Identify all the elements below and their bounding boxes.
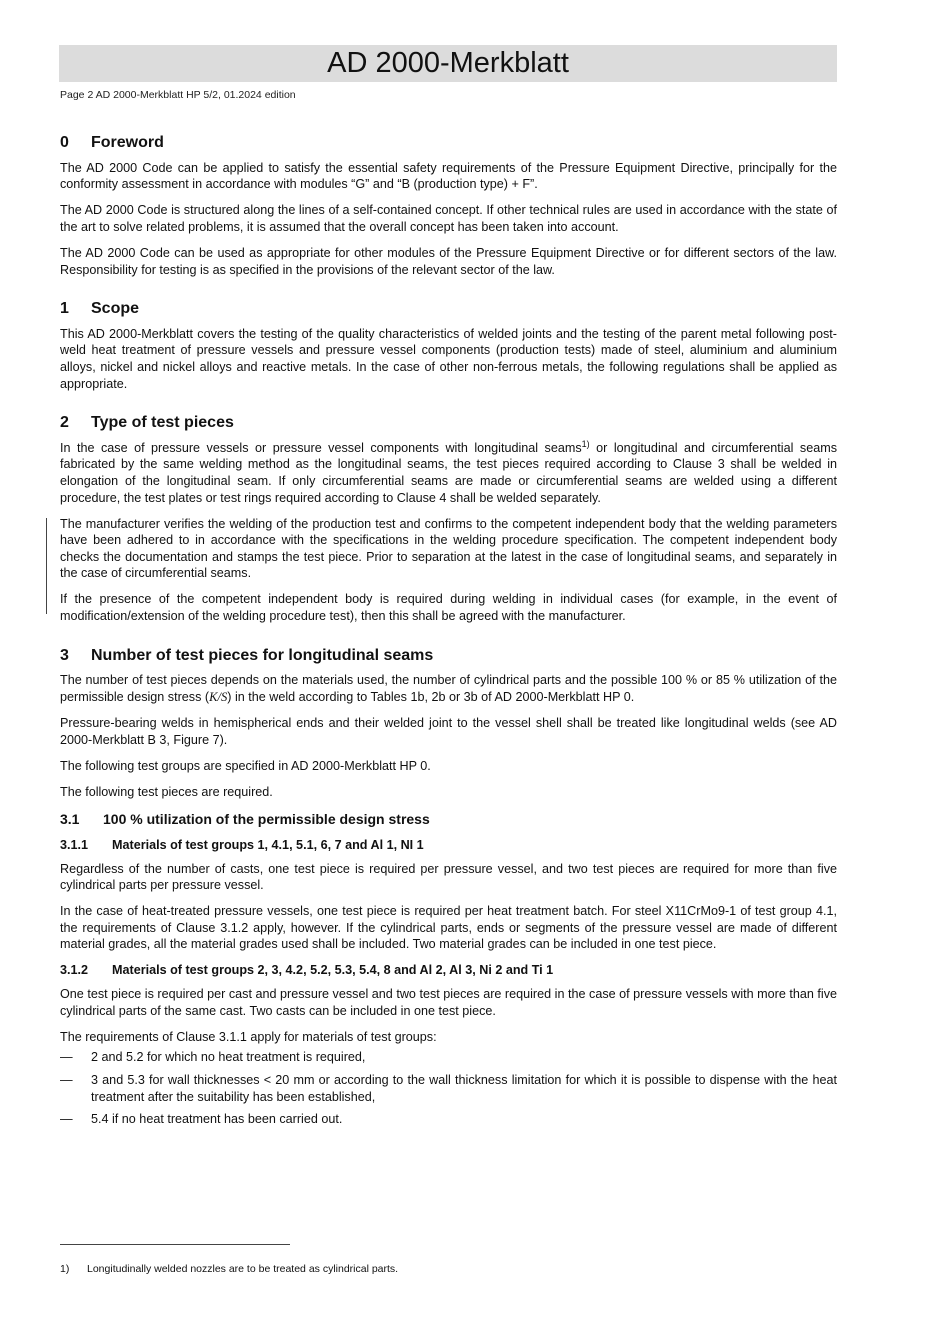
paragraph: In the case of heat-treated pressure vessels, one test piece is required per heat treatment batch. For steel X11CrMo9-1 of test group 4.1, the requirements of Clause 3.1.2 apply, however. If the cylindrical parts, ends or segments of the pressure vessel are made of different material grades, all the material grades used shall be included. Two material grades can be included in one test piece. <box>60 904 837 952</box>
list-item-text: 3 and 5.3 for wall thicknesses < 20 mm or according to the wall thickness limitation for which it is possible to dispense with the heat treatment after the suitability has been established, <box>91 1072 837 1104</box>
list-item <box>60 1111 837 1128</box>
paragraph: This AD 2000-Merkblatt covers the testing of the quality characteristics of welded joints and the testing of the parent metal following post-weld heat treatment of pressure vessels and pressure vessel components (production tests) made of steel, aluminium and aluminium alloys, nickel and nickel alloys and reactive metals. In the case of other non-ferrous metals, the following regulations shall be applied as appropriate. <box>60 326 837 391</box>
subsection-3-1-2-heading <box>60 962 837 979</box>
document-banner-title: AD 2000-Merkblatt <box>59 45 837 82</box>
paragraph: The AD 2000 Code is structured along the lines of a self-contained concept. If other technical rules are used in accordance with the state of the art to solve related problems, it is assumed that the overall concept has been taken into account. <box>60 203 837 234</box>
dash-bullet: — <box>60 1072 73 1087</box>
dash-bullet: — <box>60 1050 73 1065</box>
section-title: Scope <box>91 300 140 318</box>
footnote-number: 1) <box>60 1263 70 1275</box>
paragraph: Regardless of the number of casts, one test piece is required per pressure vessel, and two test pieces are required for more than five cylindrical parts per pressure vessel. <box>60 861 837 893</box>
section-number: 3.1 <box>60 811 80 828</box>
paragraph: The AD 2000 Code can be applied to satisfy the essential safety requirements of the Pressure Equipment Directive, principally for the conformity assessment in accordance with modules “G” and “B (production type) + F”. <box>60 160 837 192</box>
subsection-3-1-1-heading <box>60 837 837 854</box>
text-run: ) in the weld according to Tables 1b, 2b or 3b of AD 2000-Merkblatt HP 0. <box>227 689 635 704</box>
footnote-reference: 1) <box>581 438 590 449</box>
section-3-heading <box>60 648 837 665</box>
page-line: Page 2 AD 2000-Merkblatt HP 5/2, 01.2024 edition <box>60 89 296 101</box>
list-item <box>60 1049 837 1066</box>
paragraph: One test piece is required per cast and pressure vessel and two test pieces are required in the case of pressure vessels with more than five cylindrical parts of the same cast. Two casts can be included in one test piece. <box>60 987 837 1018</box>
text-run: or longitudinal and circumferential seams fabricated by the same welding method as the longitudinal seams, the test pieces required according to Clause 3 shall be welded in elongation of the longitudinal seam. If only circumferential seams are made or circumferential seams are welded using a different procedure, the test plates or test rings required according to Clause 4 shall be welded separately. <box>60 440 837 505</box>
section-number: 0 <box>60 134 69 151</box>
section-number: 3.1.1 <box>60 837 89 852</box>
section-1-heading <box>60 301 837 318</box>
text-run: The number of test pieces depends on the materials used, the number of cylindrical parts and the possible 100 % or 85 % utilization of the permissible design stress ( <box>60 673 837 704</box>
section-title: Number of test pieces for longitudinal seams <box>91 646 434 664</box>
paragraph: Pressure-bearing welds in hemispherical ends and their welded joint to the vessel shell shall be treated like longitudinal welds (see AD 2000-Merkblatt B 3, Figure 7). <box>60 715 837 747</box>
dash-bullet: — <box>60 1112 73 1127</box>
test-group-list <box>60 1049 837 1127</box>
formula-symbol: K/S <box>209 689 228 704</box>
section-title: 100 % utilization of the permissible design stress <box>103 811 430 828</box>
section-0-heading <box>60 135 837 152</box>
section-number: 1 <box>60 300 69 318</box>
footnote-divider <box>60 1244 290 1245</box>
section-title: Type of test pieces <box>91 414 234 432</box>
section-2-heading <box>60 415 837 432</box>
section-number: 2 <box>60 414 69 432</box>
list-item-text: 2 and 5.2 for which no heat treatment is required, <box>91 1050 366 1065</box>
paragraph <box>60 672 837 705</box>
list-item <box>60 1072 837 1105</box>
change-bar <box>46 518 47 614</box>
list-item-text: 5.4 if no heat treatment has been carried out. <box>91 1112 343 1127</box>
section-title: Materials of test groups 2, 3, 4.2, 5.2, 5.3, 5.4, 8 and Al 2, Al 3, Ni 2 and Ti 1 <box>112 963 554 978</box>
paragraph: The following test groups are specified in AD 2000-Merkblatt HP 0. <box>60 758 431 773</box>
section-number: 3.1.2 <box>60 963 89 978</box>
footnote <box>60 1263 398 1275</box>
paragraph: The manufacturer verifies the welding of the production test and confirms to the competent independent body that the welding parameters have been adhered to in accordance with the specifications in the welding procedure specification. The competent independent body checks the documentation and stamps the test piece. Prior to separation at the latest in the case of longitudinal seams, and separately in the case of circumferential seams. <box>60 516 837 581</box>
subsection-3-1-heading <box>60 811 837 828</box>
paragraph: The AD 2000 Code can be used as appropriate for other modules of the Pressure Equipment Directive or for different sectors of the law. Responsibility for testing is as specified in the provisions of the relevant sector of the law. <box>60 245 837 277</box>
section-title: Materials of test groups 1, 4.1, 5.1, 6, 7 and Al 1, NI 1 <box>112 837 424 852</box>
paragraph: If the presence of the competent independent body is required during welding in individual cases (for example, in the event of modification/extension of the welding procedure test), then this shall be agreed with the manufacturer. <box>60 592 837 624</box>
revised-passage <box>60 516 837 625</box>
footnote-text: Longitudinally welded nozzles are to be treated as cylindrical parts. <box>87 1263 399 1275</box>
section-number: 3 <box>60 646 69 664</box>
paragraph <box>60 440 837 506</box>
document-body <box>60 118 837 1134</box>
section-title: Foreword <box>91 134 164 151</box>
paragraph: The requirements of Clause 3.1.1 apply for materials of test groups: <box>60 1029 437 1044</box>
text-run: In the case of pressure vessels or pressure vessel components with longitudinal seams <box>60 440 582 455</box>
paragraph: The following test pieces are required. <box>60 784 273 799</box>
